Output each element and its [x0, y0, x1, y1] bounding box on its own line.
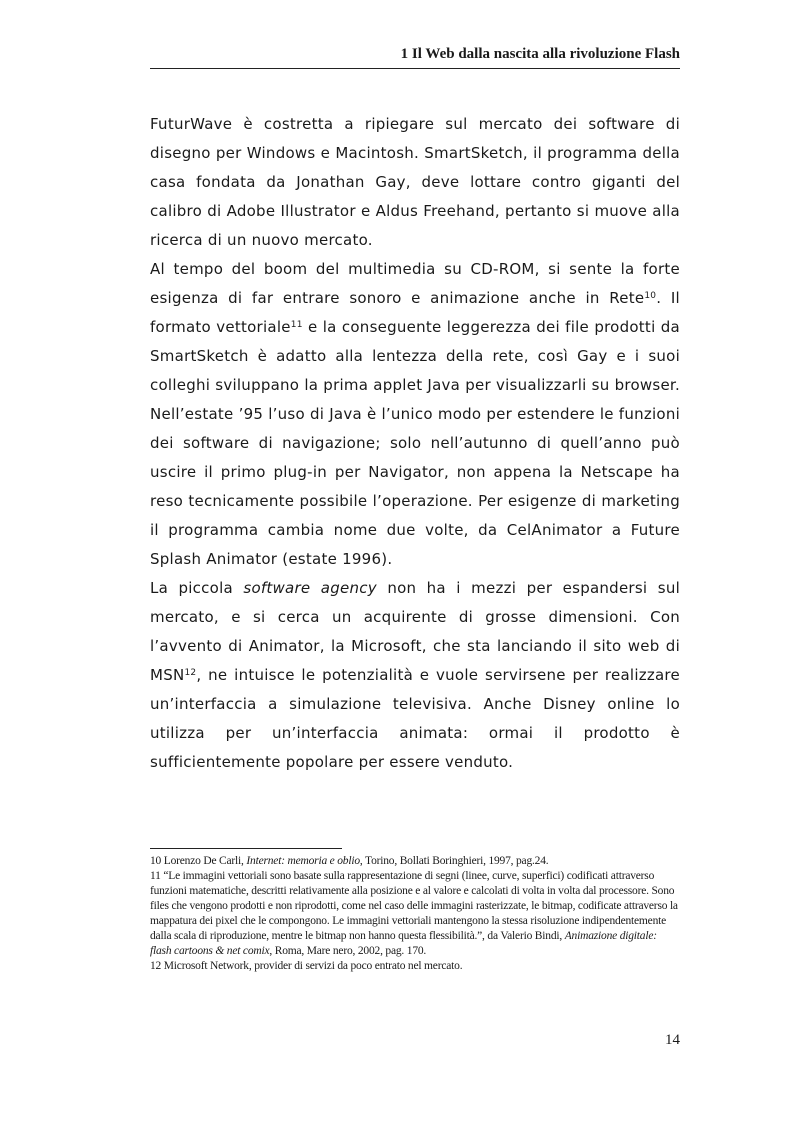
- paragraph-2-text-c: e la conseguente leggerezza dei file prodotti da SmartSketch è adatto alla lentezza della rete, così Gay e i suoi colleghi sviluppano la prima applet Java per visualizzarli su browser. Nell’estate ’95 l’uso di Java è l’unico modo per estendere le funzioni dei software di navigazione; solo nell’autunno di quell’anno può uscire il primo plug-in per Navigator, non appena la Netscape ha reso tecnicamente possibile l’operazione. Per esigenze di marketing il programma cambia nome due volte, da CelAnimator a Future Splash Animator (estate 1996).: [150, 318, 680, 568]
- footnote-10-text-b: , Torino, Bollati Boringhieri, 1997, pag.24.: [359, 855, 549, 867]
- paragraph-3-text-c: , ne intuisce le potenzialità e vuole servirsene per realizzare un’interfaccia a simulazione televisiva. Anche Disney online lo utilizza per un’interfaccia animata: ormai il prodotto è sufficientemente popolare per essere venduto.: [150, 666, 680, 771]
- paragraph-1: FuturWave è costretta a ripiegare sul mercato dei software di disegno per Windows e Macintosh. SmartSketch, il programma della casa fondata da Jonathan Gay, deve lottare contro giganti del calibro di Adobe Illustrator e Aldus Freehand, pertanto si muove alla ricerca di un nuovo mercato.: [150, 115, 680, 249]
- footnote-11-text-b: , Roma, Mare nero, 2002, pag. 170.: [269, 945, 427, 957]
- footnote-11: [150, 869, 680, 959]
- running-header: 1 Il Web dalla nascita alla rivoluzione Flash: [400, 46, 680, 62]
- footnote-separator: [150, 848, 342, 849]
- paragraph-2-text-a: Al tempo del boom del multimedia su CD-ROM, si sente la forte esigenza di far entrare sonoro e animazione anche in Rete: [150, 260, 680, 307]
- footnote-11-text-a: 11 “Le immagini vettoriali sono basate sulla rappresentazione di segni (linee, curve, superfici) codificati attraverso funzioni matematiche, descritti relativamente alla posizione e al valore e calcolati di volta in volta dal processore. Sono files che vengono prodotti e non riprodotti, come nel caso delle immagini rasterizzate, le bitmap, codificate attraverso la mappatura dei pixel che le compongono. Le immagini vettoriali mantengono la stessa risoluzione indipendentemente dalla scala di riproduzione, mentre le bitmap non hanno questa flessibilità.”, da Valerio Bindi,: [150, 870, 678, 942]
- footnote-10: [150, 854, 680, 869]
- body-text: [150, 110, 680, 777]
- footnotes: [150, 854, 680, 974]
- paragraph-3-emphasis: software agency: [243, 579, 377, 597]
- footnote-10-text-a: 10 Lorenzo De Carli,: [150, 855, 247, 867]
- paragraph-3: [150, 574, 680, 777]
- paragraph-2: [150, 255, 680, 574]
- footnote-12: 12 Microsoft Network, provider di servizi da poco entrato nel mercato.: [150, 960, 463, 972]
- footnote-ref-11[interactable]: 11: [290, 320, 303, 330]
- header-rule: [150, 68, 680, 69]
- paragraph-3-text-a: La piccola: [150, 579, 244, 597]
- page-number: 14: [665, 1032, 680, 1048]
- paragraph-2-text-b: . Il formato vettoriale: [150, 289, 680, 336]
- footnote-11-title: Animazione digitale: flash cartoons & net comix: [150, 930, 657, 957]
- footnote-ref-12[interactable]: 12: [184, 668, 197, 678]
- footnote-10-title: Internet: memoria e oblio: [246, 855, 360, 867]
- paragraph-3-text-b: non ha i mezzi per espandersi sul mercato, e si cerca un acquirente di grosse dimensioni. Con l’avvento di Animator, la Microsoft, che sta lanciando il sito web di MSN: [150, 579, 680, 684]
- footnote-ref-10[interactable]: 10: [644, 291, 657, 301]
